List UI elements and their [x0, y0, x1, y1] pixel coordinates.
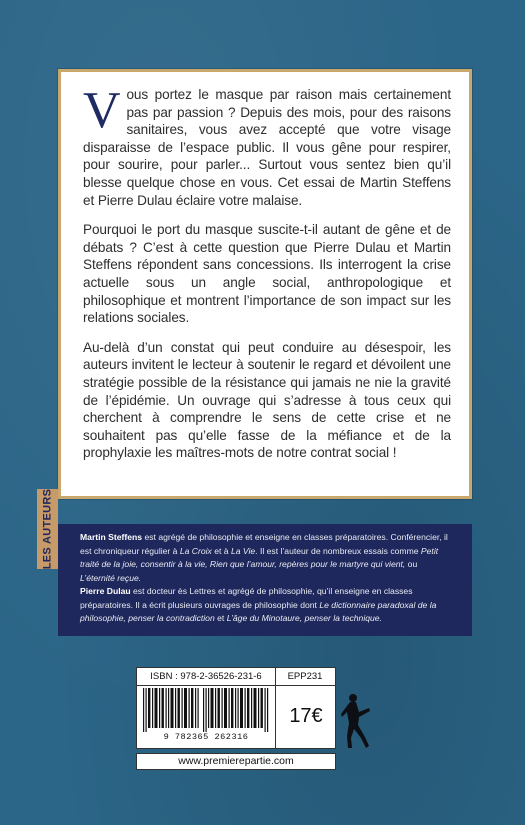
authors-tab: [37, 489, 58, 569]
author-1-books: Petit traité de la joie, consentir à la vie, Rien que l’amour, repères pour le martyre qui vient,: [80, 545, 439, 569]
price: 17€: [275, 685, 336, 748]
author-2-book-2: L’âge du Minotaure, penser la technique.: [226, 613, 382, 623]
author-1-book-last: L’éternité reçue.: [80, 572, 142, 583]
authors-text: [80, 531, 452, 626]
authors-box: [58, 524, 472, 636]
website-url: www.premierepartie.com: [136, 753, 336, 770]
author-2-book-1: Le dictionnaire paradoxal de la philosophie, penser la contradiction: [80, 599, 437, 623]
author-1-bio: [80, 531, 452, 585]
barcode-digits: 9 782365 262316: [163, 732, 249, 742]
author-2-bio: [80, 585, 452, 626]
author-2-text: est docteur ès Lettres et agrégé de philosophie, qu’il enseigne en classes préparatoires. Il a écrit plusieurs ouvrages de philosophie dont: [80, 586, 413, 610]
blurb-paragraph-1: [83, 82, 451, 209]
figure-silhouette-icon: [341, 692, 375, 750]
blurb-paragraph-1-text: ous portez le masque par raison mais certainement pas par passion ? Depuis des mois, pour des raisons sanitaires, vous avez accepté que votre visage disparaisse de l’espace public. Il vous gêne pour respirer, pour sourire, pour parler... Surtout vous sentez bien qu’il blesse quelque chose en vous. Cet essai de Martin Steffens et Pierre Dulau éclaire votre malaise.: [83, 87, 451, 208]
author-1-name: Martin Steffens: [80, 532, 143, 542]
blurb-text: [83, 82, 451, 474]
author-1-text-4: ou: [405, 559, 418, 569]
isbn-label: ISBN : 978-2-36526-231-6: [137, 668, 276, 686]
publication-2: La Vie: [230, 545, 256, 556]
blurb-paragraph-2: Pourquoi le port du masque suscite-t-il autant de gêne et de débats ? C’est à cette question que Pierre Dulau et Martin Steffens répondent sans concessions. Ils interrogent la crise actuelle sous un angle social, anthropologique et philosophique et montrent l’importance de son impact sur les relations sociales.: [83, 222, 451, 326]
author-1-text-3: . Il est l’auteur de nombreux essais comme: [255, 545, 421, 556]
authors-tab-label: LES AUTEURS: [41, 488, 54, 570]
blurb-paragraph-3: Au-delà d’un constat qui peut conduire au désespoir, les auteurs invitent le lecteur à soutenir le regard et dévoilent une stratégie possible de la résistance qui jamais ne nie la gravité de l’épidémie. Un ouvrage qui s’adresse à tous ceux qui cherchent à comprendre le sens de cette crise et ne souhaitent pas qu’elle fasse de la méfiance et de la prophylaxie les maîtres-mots de notre contrat social !: [83, 339, 451, 461]
blurb-box: [58, 69, 472, 499]
author-2-text-2: et: [214, 613, 227, 623]
product-code: EPP231: [275, 668, 335, 686]
drop-cap: V: [83, 82, 121, 139]
author-1-text-2: et à: [211, 545, 231, 556]
barcode-icon: [141, 688, 271, 732]
author-2-name: Pierre Dulau: [80, 586, 131, 596]
author-1-text: est agrégé de philosophie et enseigne en classes préparatoires. Conférencier, il est chroniqueur régulier à: [80, 532, 448, 556]
isbn-box: [136, 667, 336, 749]
publication-1: La Croix: [179, 545, 212, 556]
